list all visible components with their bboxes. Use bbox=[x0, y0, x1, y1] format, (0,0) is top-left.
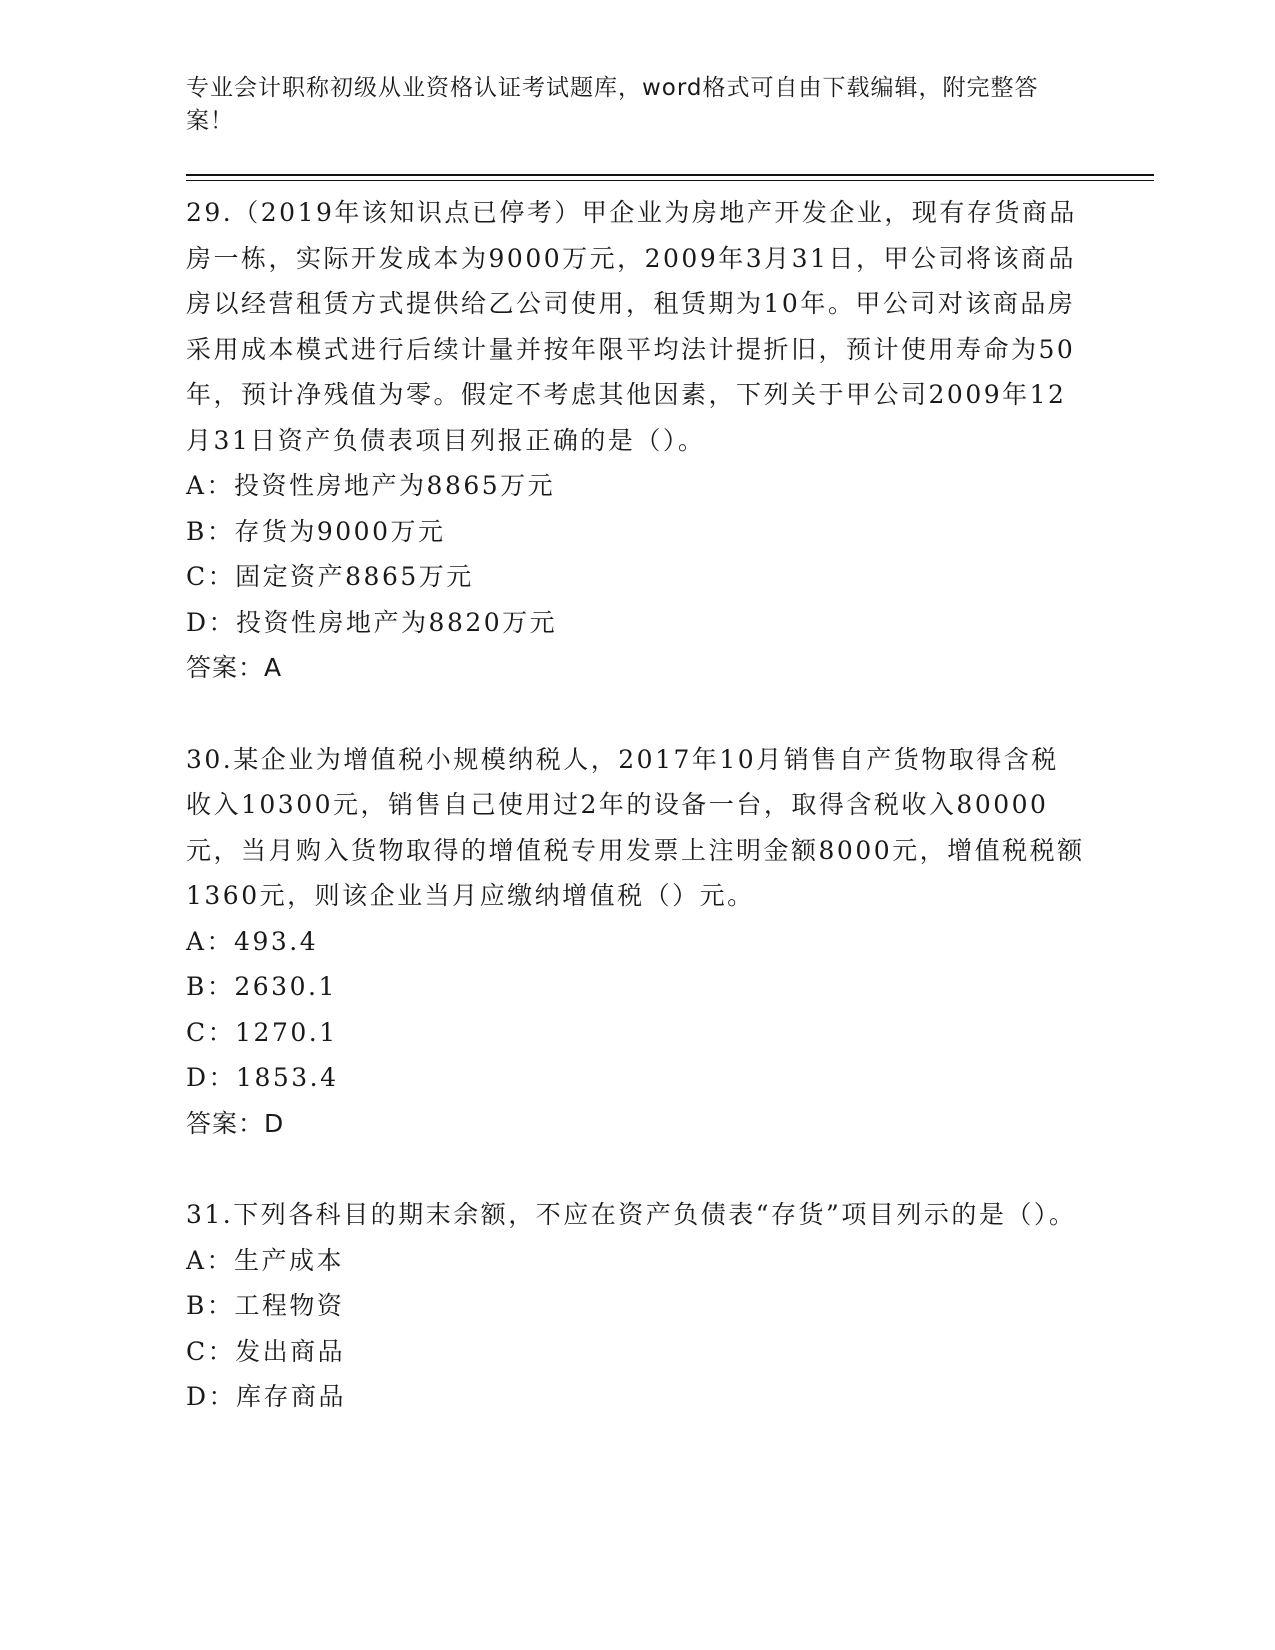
answer-label: 答案：D bbox=[186, 1108, 285, 1138]
question-stem: 29.（2019年该知识点已停考）甲企业为房地产开发企业，现有存货商品房一栋，实际开发成本为9000万元，2009年3月31日，甲公司将该商品房以经营租赁方式提供给乙公司使用，租赁期为10年。甲公司对该商品房采用成本模式进行后续计量并按年限平均法计提折旧，预计使用寿命为50年，预计净残值为零。假定不考虑其他因素，下列关于甲公司2009年12月31日资产负债表项目列报正确的是（）。 bbox=[186, 198, 1077, 455]
question-stem: 31.下列各科目的期末余额，不应在资产负债表“存货”项目列示的是（）。 bbox=[186, 1200, 1077, 1229]
question-30 bbox=[186, 737, 1086, 1147]
option-c: C：发出商品 bbox=[186, 1336, 346, 1366]
option-b: B：存货为9000万元 bbox=[186, 516, 446, 546]
option-c: C：固定资产8865万元 bbox=[186, 562, 474, 591]
option-a: A：投资性房地产为8865万元 bbox=[186, 471, 556, 500]
option-a: A：生产成本 bbox=[186, 1245, 345, 1275]
header-divider-thin bbox=[186, 180, 1154, 181]
question-stem: 30.某企业为增值税小规模纳税人，2017年10月销售自产货物取得含税收入10300元，销售自己使用过2年的设备一台，取得含税收入80000元，当月购入货物取得的增值税专用发票上注明金额8000元，增值税税额1360元，则该企业当月应缴纳增值税（）元。 bbox=[186, 744, 1085, 910]
option-b: B：2630.1 bbox=[186, 972, 337, 1001]
question-29 bbox=[186, 190, 1086, 691]
question-list bbox=[186, 190, 1086, 1420]
spacer bbox=[186, 691, 1086, 737]
option-d: D：投资性房地产为8820万元 bbox=[186, 607, 558, 637]
header-divider-thick bbox=[186, 174, 1154, 176]
question-31 bbox=[186, 1192, 1086, 1420]
option-b: B：工程物资 bbox=[186, 1291, 345, 1320]
option-d: D：库存商品 bbox=[186, 1382, 347, 1411]
page-header: 专业会计职称初级从业资格认证考试题库，word格式可自由下载编辑，附完整答案！ bbox=[186, 75, 1039, 134]
option-d: D：1853.4 bbox=[186, 1063, 339, 1092]
spacer bbox=[186, 1146, 1086, 1192]
answer-label: 答案：A bbox=[186, 653, 283, 682]
option-c: C：1270.1 bbox=[186, 1017, 338, 1047]
option-a: A：493.4 bbox=[186, 926, 319, 956]
